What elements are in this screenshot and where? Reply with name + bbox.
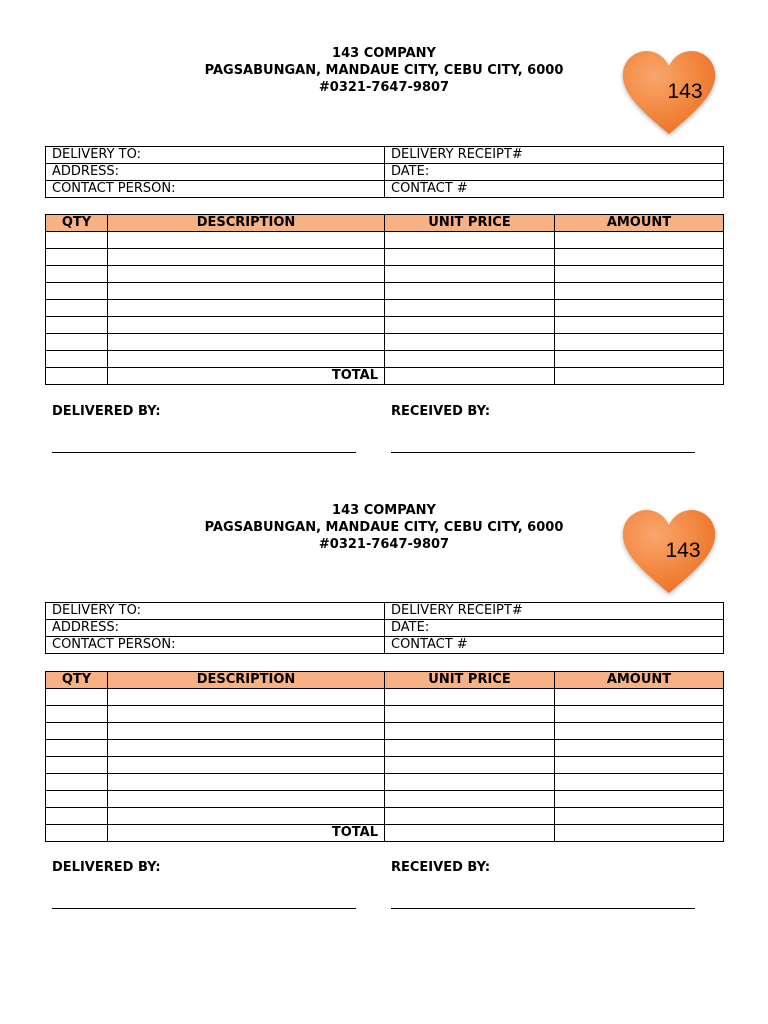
description-cell[interactable] (108, 334, 385, 351)
description-cell[interactable] (108, 808, 385, 825)
table-row (46, 740, 724, 757)
heart-logo (619, 503, 719, 599)
amount-cell[interactable] (555, 232, 724, 249)
delivery-receipt-1 (0, 0, 768, 440)
delivery-receipt-no-label: DELIVERY RECEIPT# (385, 147, 724, 164)
total-amount-cell[interactable] (555, 825, 724, 842)
description-header: DESCRIPTION (108, 215, 385, 232)
amount-cell[interactable] (555, 689, 724, 706)
description-cell[interactable] (108, 689, 385, 706)
delivered-by-label: DELIVERED BY: (52, 404, 161, 419)
table-row (46, 334, 724, 351)
qty-cell[interactable] (46, 740, 108, 757)
table-row (46, 249, 724, 266)
description-cell[interactable] (108, 774, 385, 791)
qty-cell[interactable] (46, 334, 108, 351)
table-row (46, 706, 724, 723)
amount-cell[interactable] (555, 740, 724, 757)
amount-cell[interactable] (555, 723, 724, 740)
amount-cell[interactable] (555, 774, 724, 791)
table-row (46, 317, 724, 334)
total-label: TOTAL (108, 368, 385, 385)
delivery-receipt-no-label: DELIVERY RECEIPT# (385, 603, 724, 620)
unit-price-cell[interactable] (385, 740, 555, 757)
total-row (46, 825, 724, 842)
table-row (46, 791, 724, 808)
qty-cell[interactable] (46, 249, 108, 266)
amount-cell[interactable] (555, 249, 724, 266)
amount-cell[interactable] (555, 317, 724, 334)
total-label: TOTAL (108, 825, 385, 842)
description-cell[interactable] (108, 723, 385, 740)
delivered-by-signature-line[interactable] (52, 452, 356, 453)
qty-cell[interactable] (46, 283, 108, 300)
unit-price-cell[interactable] (385, 283, 555, 300)
unit-price-cell[interactable] (385, 300, 555, 317)
unit-price-cell[interactable] (385, 808, 555, 825)
delivery-to-label: DELIVERY TO: (46, 147, 385, 164)
total-row (46, 368, 724, 385)
table-row (46, 266, 724, 283)
table-row (46, 723, 724, 740)
table-row (46, 757, 724, 774)
received-by-label: RECEIVED BY: (391, 404, 491, 419)
amount-cell[interactable] (555, 791, 724, 808)
delivered-by-signature-line[interactable] (52, 908, 356, 909)
table-row (46, 774, 724, 791)
amount-cell[interactable] (555, 757, 724, 774)
unit-price-cell[interactable] (385, 249, 555, 266)
contact-person-label: CONTACT PERSON: (46, 181, 385, 198)
amount-cell[interactable] (555, 266, 724, 283)
total-amount-cell[interactable] (555, 368, 724, 385)
table-row (46, 351, 724, 368)
description-cell[interactable] (108, 266, 385, 283)
description-cell[interactable] (108, 740, 385, 757)
description-cell[interactable] (108, 706, 385, 723)
description-cell[interactable] (108, 791, 385, 808)
description-cell[interactable] (108, 300, 385, 317)
date-label: DATE: (385, 164, 724, 181)
unit-price-cell[interactable] (385, 317, 555, 334)
company-phone: #0321-7647-9807 (318, 80, 450, 95)
description-cell[interactable] (108, 317, 385, 334)
unit-price-cell[interactable] (385, 757, 555, 774)
contact-no-label: CONTACT # (385, 181, 724, 198)
amount-header: AMOUNT (555, 215, 724, 232)
qty-cell[interactable] (46, 317, 108, 334)
unit-price-cell[interactable] (385, 723, 555, 740)
description-cell[interactable] (108, 232, 385, 249)
contact-no-label: CONTACT # (385, 637, 724, 654)
table-row (46, 689, 724, 706)
unit-price-cell[interactable] (385, 689, 555, 706)
company-address: PAGSABUNGAN, MANDAUE CITY, CEBU CITY, 6000 (204, 520, 564, 535)
amount-cell[interactable] (555, 334, 724, 351)
amount-cell[interactable] (555, 808, 724, 825)
description-cell[interactable] (108, 351, 385, 368)
delivered-by-label: DELIVERED BY: (52, 860, 161, 875)
items-table (45, 214, 724, 385)
qty-cell[interactable] (46, 689, 108, 706)
qty-cell[interactable] (46, 808, 108, 825)
qty-cell (46, 368, 108, 385)
description-cell[interactable] (108, 283, 385, 300)
items-table (45, 671, 724, 842)
amount-cell[interactable] (555, 351, 724, 368)
qty-cell[interactable] (46, 351, 108, 368)
unit-price-cell[interactable] (385, 351, 555, 368)
unit-price-header: UNIT PRICE (385, 672, 555, 689)
company-name: 143 COMPANY (332, 46, 436, 61)
contact-person-label: CONTACT PERSON: (46, 637, 385, 654)
table-row (46, 808, 724, 825)
table-row (46, 283, 724, 300)
company-address: PAGSABUNGAN, MANDAUE CITY, CEBU CITY, 6000 (204, 63, 564, 78)
logo-text: 143 (667, 80, 703, 103)
heart-logo (619, 44, 719, 140)
items-header-row (46, 215, 724, 232)
address-label: ADDRESS: (46, 164, 385, 181)
qty-cell[interactable] (46, 791, 108, 808)
total-unit-price-cell[interactable] (385, 825, 555, 842)
info-table (45, 602, 724, 654)
unit-price-header: UNIT PRICE (385, 215, 555, 232)
unit-price-cell[interactable] (385, 706, 555, 723)
qty-cell[interactable] (46, 723, 108, 740)
delivery-receipt-2 (0, 457, 768, 897)
description-cell[interactable] (108, 249, 385, 266)
total-unit-price-cell[interactable] (385, 368, 555, 385)
company-phone: #0321-7647-9807 (318, 537, 450, 552)
items-header-row (46, 672, 724, 689)
date-label: DATE: (385, 620, 724, 637)
qty-cell[interactable] (46, 266, 108, 283)
amount-cell[interactable] (555, 300, 724, 317)
qty-cell[interactable] (46, 774, 108, 791)
logo-text: 143 (665, 539, 701, 562)
company-name: 143 COMPANY (332, 503, 436, 518)
amount-header: AMOUNT (555, 672, 724, 689)
address-label: ADDRESS: (46, 620, 385, 637)
received-by-signature-line[interactable] (391, 452, 695, 453)
qty-cell[interactable] (46, 706, 108, 723)
unit-price-cell[interactable] (385, 334, 555, 351)
amount-cell[interactable] (555, 283, 724, 300)
amount-cell[interactable] (555, 706, 724, 723)
description-cell[interactable] (108, 757, 385, 774)
qty-cell (46, 825, 108, 842)
unit-price-cell[interactable] (385, 774, 555, 791)
table-row (46, 300, 724, 317)
unit-price-cell[interactable] (385, 791, 555, 808)
qty-cell[interactable] (46, 232, 108, 249)
received-by-signature-line[interactable] (391, 908, 695, 909)
qty-cell[interactable] (46, 757, 108, 774)
received-by-label: RECEIVED BY: (391, 860, 491, 875)
qty-header: QTY (46, 672, 108, 689)
info-table (45, 146, 724, 198)
delivery-to-label: DELIVERY TO: (46, 603, 385, 620)
description-header: DESCRIPTION (108, 672, 385, 689)
qty-cell[interactable] (46, 300, 108, 317)
qty-header: QTY (46, 215, 108, 232)
unit-price-cell[interactable] (385, 232, 555, 249)
table-row (46, 232, 724, 249)
unit-price-cell[interactable] (385, 266, 555, 283)
